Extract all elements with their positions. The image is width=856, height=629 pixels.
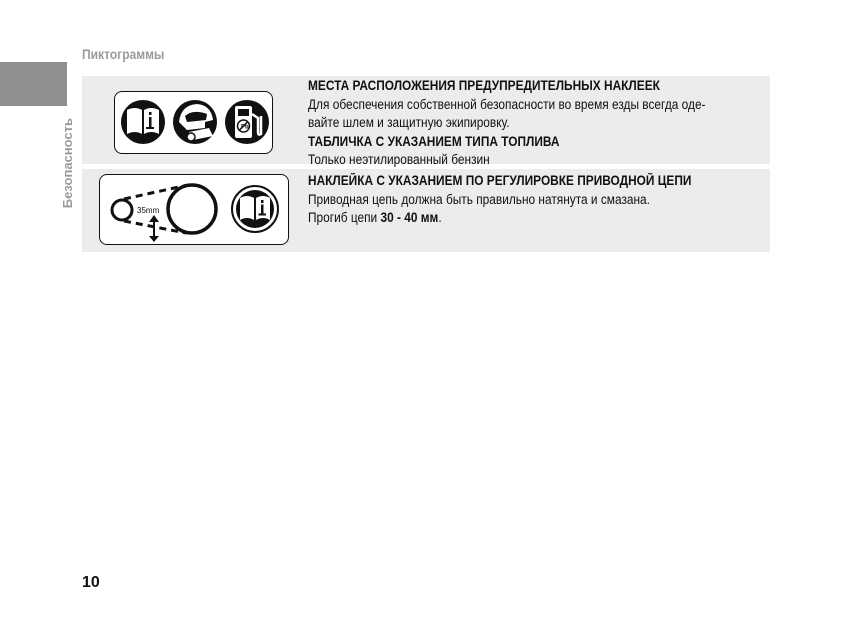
warning-text-column [308,77,763,170]
body-warning-line1: Для обеспечения собственной безопасности во время езды всегда оде- [308,96,706,112]
pictogram-panel [99,174,289,245]
chapter-label: Безопасность [60,118,75,209]
manual-book-icon [121,100,165,144]
chain-slack-label: 35mm [137,206,160,215]
chapter-tab [0,62,67,106]
pictogram-row-warning-labels [82,76,770,167]
helmet-icon [173,100,217,144]
pictogram-svg [115,92,271,152]
chain-slack-icon [112,185,216,242]
section-title: Пиктограммы [82,46,165,62]
heading-warning-labels: МЕСТА РАСПОЛОЖЕНИЯ ПРЕДУПРЕДИТЕЛЬНЫХ НАКЛЕЕК [308,78,660,93]
unleaded-fuel-icon [225,100,269,144]
pictogram-panel [114,91,273,154]
chain-slack-value: 30 - 40 мм [380,210,439,225]
body-chain-line2 [308,209,763,228]
body-chain-line1: Приводная цепь должна быть правильно натянута и смазана. [308,191,650,207]
manual-book-icon [232,186,278,232]
chain-slack-prefix: Прогиб цепи [308,210,381,225]
body-fuel-type: Только неэтилированный бензин [308,152,490,167]
svg-text:Pb: Pb [241,124,249,131]
body-warning-line2: вайте шлем и защитную экипировку. [308,115,510,130]
page-number: 10 [82,574,100,591]
heading-fuel-type: ТАБЛИЧКА С УКАЗАНИЕМ ТИПА ТОПЛИВА [308,133,560,149]
heading-chain: НАКЛЕЙКА С УКАЗАНИЕМ ПО РЕГУЛИРОВКЕ ПРИВОДНОЙ ЦЕПИ [308,173,692,188]
chain-slack-suffix: . [438,210,442,225]
pictogram-svg [100,175,287,243]
chain-text-column [308,172,763,228]
pictogram-row-chain [82,169,770,252]
